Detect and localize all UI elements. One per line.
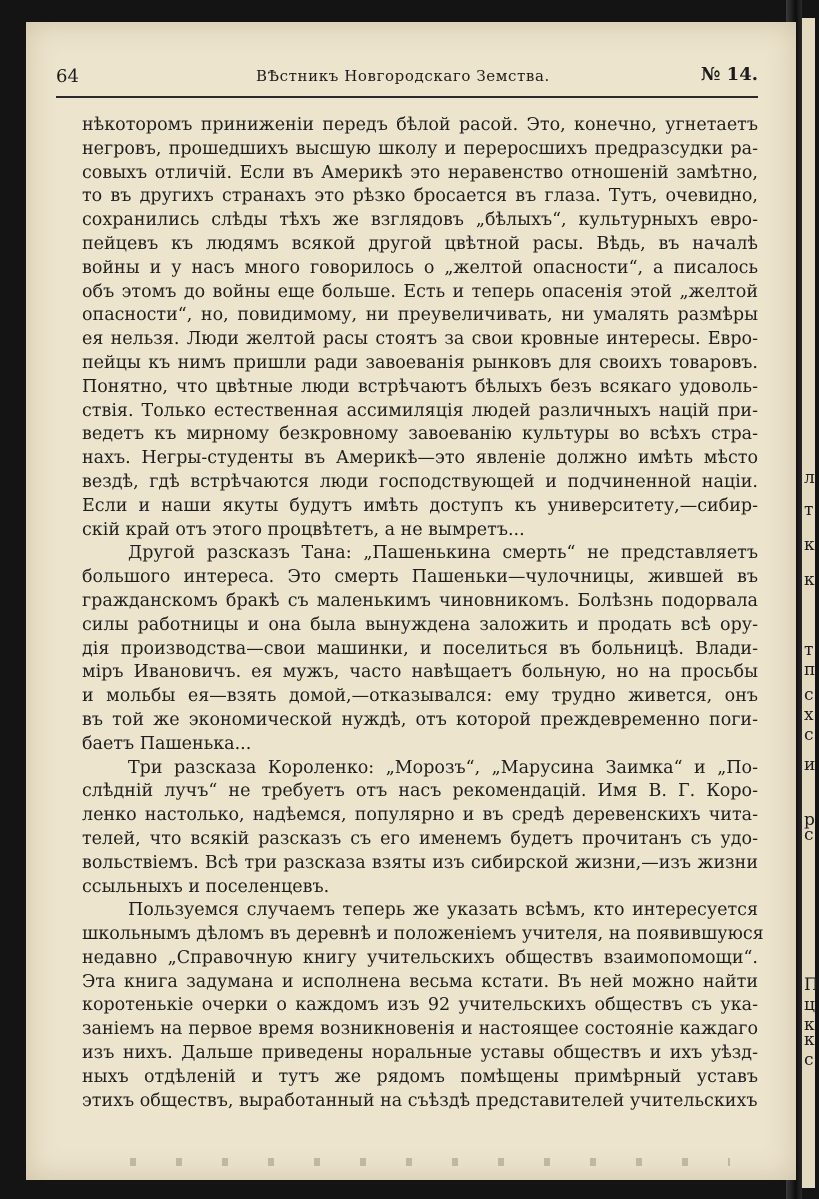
text-line: Эта книга задумана и исполнена весьма кстати. Въ ней можно найти [82,971,758,992]
next-page-edge [802,18,819,1188]
text-line: скій край отъ этого процвѣтетъ, а не вымретъ... [82,519,525,540]
text-line: то въ другихъ странахъ это рѣзко бросается въ глаза. Тутъ, очевидно, [82,186,758,207]
next-page-letter: с [804,825,814,845]
next-page-letter: л [804,468,815,488]
text-line: пейцевъ къ людямъ всякой другой цвѣтной расы. Вѣдь, въ началѣ [82,233,758,254]
text-line: дія производства—свои машинки, и поселиться въ больницѣ. Влади- [82,638,758,659]
next-page-letter: ц [804,995,815,1015]
text-line: въ той же экономической нуждѣ, отъ которой преждевременно поги- [82,709,758,730]
text-line: гражданскомъ бракѣ съ маленькимъ чиновникомъ. Болѣзнь подорвала [82,590,758,611]
text-line: Три разсказа Короленко: „Морозъ“, „Марусина Заимка“ и „По- [128,757,758,778]
text-line: ведетъ къ мирному безкровному завоеванію культуры во всѣхъ стра- [82,424,758,445]
text-line: изъ нихъ. Дальше приведены норальные уставы обществъ и ихъ уѣзд- [82,1043,758,1064]
paragraph [82,542,758,756]
text-line: этихъ обществъ, выработанный на съѣздѣ представителей учительскихъ [82,1090,758,1111]
text-line: Если и наши якуты будутъ имѣть доступъ къ университету,—сибир- [82,495,758,516]
next-page-letter: т [804,640,814,660]
next-page-letter: к [804,1030,815,1050]
text-line: большого интереса. Это смерть Пашеньки—чулочницы, жившей въ [82,567,758,588]
next-page-letter: к [804,535,815,555]
text-line: слѣдній лучъ“ не требуетъ отъ насъ рекомендацій. Имя В. Г. Коро- [82,781,758,802]
text-line: силы работницы и она была вынуждена заложить и продать всѣ ору- [82,614,758,635]
text-line: войны и у насъ много говорилось о „желтой опасности“, а писалось [82,257,758,278]
text-line: вольствіемъ. Всѣ три разсказа взяты изъ сибирской жизни,—изъ жизни [82,852,758,873]
next-page-letter: П [804,975,819,995]
issue-number: № 14. [700,64,758,85]
text-line: объ этомъ до войны еще больше. Есть и теперь опасенія этой „желтой [82,281,758,302]
page-number: 64 [56,66,79,87]
text-line: негровъ, прошедшихъ высшую школу и переросшихъ предразсудки ра- [82,138,758,159]
next-page-letter: с [804,725,814,745]
text-line: баетъ Пашенька... [82,733,252,754]
text-line: Понятно, что цвѣтные люди встрѣчаютъ бѣлыхъ безъ всякаго удоволь- [82,376,758,397]
text-line: сохранились слѣды тѣхъ же взглядовъ „бѣлыхъ“, культурныхъ евро- [82,210,758,231]
text-line: ея нельзя. Люди желтой расы стоятъ за свои кровные интересы. Евро- [82,329,758,350]
text-line: міръ Ивановичъ. ея мужъ, часто навѣщаетъ больную, но на просьбы [82,662,758,683]
next-page-letter: х [804,705,814,725]
text-line: ссыльныхъ и поселенцевъ. [82,876,330,897]
text-line: ленко настолько, надѣемся, популярно и въ средѣ деревенскихъ чита- [82,805,758,826]
bottom-print-marks [130,1158,730,1166]
text-line: школьнымъ дѣломъ въ деревнѣ и положеніемъ учителя, на появившуюся [82,924,764,945]
text-line: Пользуемся случаемъ теперь же указать всѣмъ, кто интересуется [128,900,758,921]
text-line: и мольбы ея—взять домой,—отказывался: ему трудно живется, онъ [82,686,758,707]
text-line: Другой разсказъ Тана: „Пашенькина смерть“ не представляетъ [128,543,758,564]
paragraph [82,114,758,542]
text-line: пейцы къ нимъ пришли ради завоеванія рынковъ для своихъ товаровъ. [82,352,758,373]
next-page-letter: т [804,500,814,520]
next-page-letter: р [804,810,815,830]
paragraph [82,757,758,900]
text-line: заніемъ на первое время возникновенія и настоящее состояніе каждаго [82,1019,758,1040]
next-page-letter: и [804,755,816,775]
text-line: коротенькіе очерки о каждомъ изъ 92 учительскихъ обществъ съ ука- [82,995,758,1016]
text-line: нѣкоторомъ приниженіи передъ бѣлой расой. Это, конечно, угнетаетъ [82,115,758,135]
next-page-letter: с [804,685,814,705]
text-line: недавно „Справочную книгу учительскихъ обществъ взаимопомощи“. [82,947,758,968]
text-line: опасности“, но, повидимому, ни преувеличивать, ни умалять размѣры [82,305,758,326]
text-line: нахъ. Негры-студенты въ Америкѣ—это явленіе должно имѣть мѣсто [82,448,758,469]
text-line: телей, что всякій разсказъ съ его именемъ будетъ прочитанъ съ удо- [82,828,758,849]
article-body [82,114,764,1113]
next-page-letter: к [804,1015,815,1035]
text-line: ствія. Только естественная ассимиляція людей различныхъ націй при- [82,400,758,421]
text-line: вездѣ, гдѣ встрѣчаются люди господствующей и подчиненной націи. [82,471,758,492]
next-page-letter: п [804,660,816,680]
running-title: ВѢстникъ Новгородскаго Земства. [256,67,550,85]
header-rule [56,96,758,98]
text-line: совыхъ отличій. Если въ Америкѣ это неравенство отношеній замѣтно, [82,162,758,183]
next-page-letter: к [804,570,815,590]
text-line: ныхъ отдѣленій и тутъ же рядомъ помѣщены примѣрный уставъ [82,1066,758,1087]
paragraph [82,899,764,1113]
next-page-letter: с [804,1050,814,1070]
page-header [56,62,758,92]
